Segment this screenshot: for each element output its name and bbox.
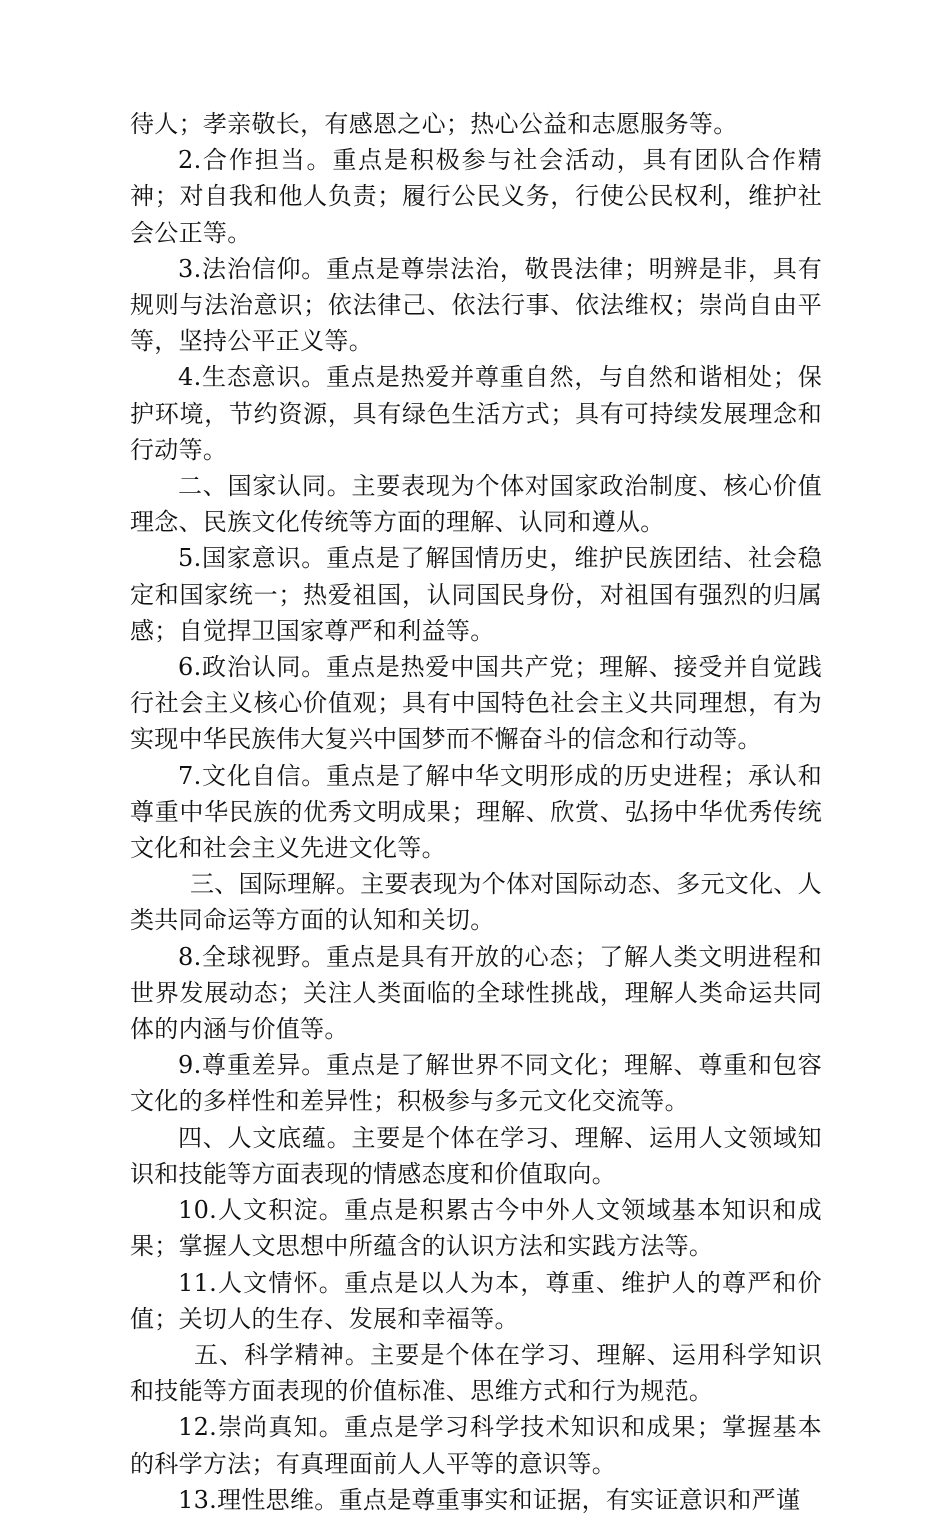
body-text bbox=[130, 106, 822, 1518]
paragraph-item-10: 10.人文积淀。重点是积累古今中外人文领域基本知识和成果；掌握人文思想中所蕴含的认识方法和实践方法等。 bbox=[130, 1196, 822, 1261]
paragraph-item-2: 2.合作担当。重点是积极参与社会活动，具有团队合作精神；对自我和他人负责；履行公民义务，行使公民权利，维护社会公正等。 bbox=[130, 146, 822, 247]
paragraph-item-6: 6.政治认同。重点是热爱中国共产党；理解、接受并自觉践行社会主义核心价值观；具有中国特色社会主义共同理想，有为实现中华民族伟大复兴中国梦而不懈奋斗的信念和行动等。 bbox=[130, 653, 822, 754]
section-heading-international-understanding: 三、国际理解。主要表现为个体对国际动态、多元文化、人类共同命运等方面的认知和关切。 bbox=[130, 870, 822, 935]
paragraph-item-9: 9.尊重差异。重点是了解世界不同文化；理解、尊重和包容文化的多样性和差异性；积极参与多元文化交流等。 bbox=[130, 1051, 822, 1116]
paragraph-item-7: 7.文化自信。重点是了解中华文明形成的历史进程；承认和尊重中华民族的优秀文明成果；理解、欣赏、弘扬中华优秀传统文化和社会主义先进文化等。 bbox=[130, 761, 822, 863]
section-heading-humanities: 四、人文底蕴。主要是个体在学习、理解、运用人文领域知识和技能等方面表现的情感态度和价值取向。 bbox=[130, 1123, 822, 1188]
paragraph-item-5: 5.国家意识。重点是了解国情历史，维护民族团结、社会稳定和国家统一；热爱祖国，认同国民身份，对祖国有强烈的归属感；自觉捍卫国家尊严和利益等。 bbox=[130, 544, 822, 645]
paragraph-item-13: 13.理性思维。重点是尊重事实和证据，有实证意识和严谨 bbox=[178, 1485, 801, 1514]
paragraph-item-11: 11.人文情怀。重点是以人为本，尊重、维护人的尊严和价值；关切人的生存、发展和幸福等。 bbox=[130, 1268, 822, 1333]
paragraph-item-4: 4.生态意识。重点是热爱并尊重自然，与自然和谐相处；保护环境，节约资源，具有绿色生活方式；具有可持续发展理念和行动等。 bbox=[130, 363, 822, 464]
section-heading-scientific-spirit: 五、科学精神。主要是个体在学习、理解、运用科学知识和技能等方面表现的价值标准、思维方式和行为规范。 bbox=[130, 1340, 822, 1406]
paragraph-item-3: 3.法治信仰。重点是尊崇法治，敬畏法律；明辨是非，具有规则与法治意识；依法律己、依法行事、依法维权；崇尚自由平等，坚持公平正义等。 bbox=[130, 254, 822, 356]
paragraph-item-8: 8.全球视野。重点是具有开放的心态；了解人类文明进程和世界发展动态；关注人类面临的全球性挑战，理解人类命运共同体的内涵与价值等。 bbox=[130, 942, 822, 1044]
paragraph-item-12: 12.崇尚真知。重点是学习科学技术知识和成果；掌握基本的科学方法；有真理面前人人平等的意识等。 bbox=[130, 1413, 822, 1478]
paragraph-continuation: 待人；孝亲敬长，有感恩之心；热心公益和志愿服务等。 bbox=[130, 110, 738, 138]
section-heading-national-identity: 二、国家认同。主要表现为个体对国家政治制度、核心价值理念、民族文化传统等方面的理解、认同和遵从。 bbox=[130, 472, 822, 537]
